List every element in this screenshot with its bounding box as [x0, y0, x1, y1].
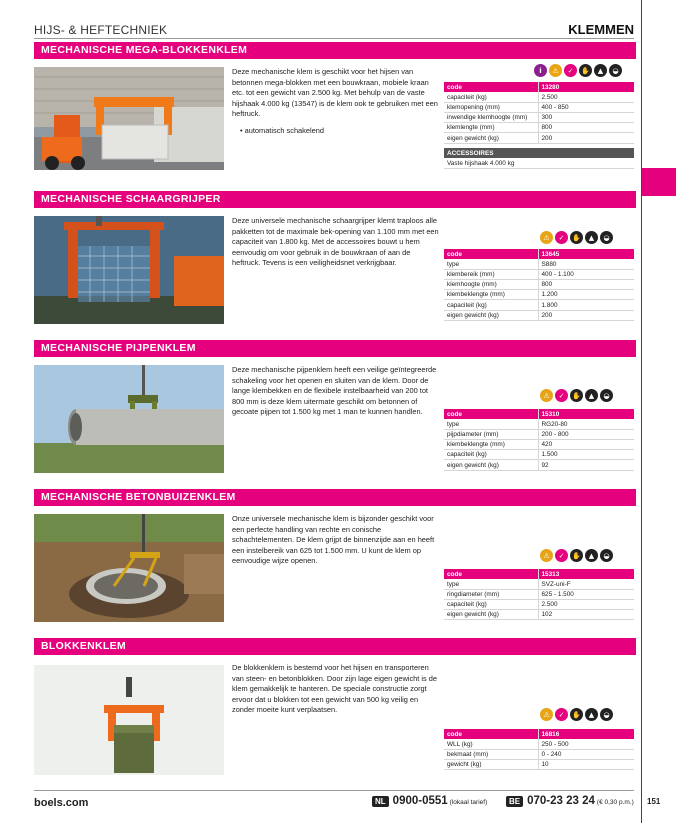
spec-row [444, 460, 634, 470]
gloves-icon: ✋ [570, 549, 583, 562]
boots-icon: ▲ [594, 64, 607, 77]
spec-key: klembereik (mm) [444, 269, 538, 279]
boots-icon: ▲ [585, 708, 598, 721]
spec-value: 2.500 [538, 600, 634, 610]
spec-key: capaciteit (kg) [444, 300, 538, 310]
accessory-item: Vaste hijshaak 4.000 kg [444, 158, 634, 168]
spec-row [444, 269, 634, 279]
product-description: De blokkenklem is bestemd voor het hijsen en transporteren van steen- en betonblokken. Door zijn lage eigen gewicht is de klem gemakkelijk te hanteren. De speciale constructie zorgt ervoor dat u blokken tot een gewicht van 500 kg veilig en zonder moeite kunt verplaatsen. [232, 663, 438, 715]
spec-header-row [444, 409, 634, 419]
spec-key: ringdiameter (mm) [444, 589, 538, 599]
product-schaargrijper [34, 191, 636, 319]
spec-key: inwendige klemhoogte (mm) [444, 113, 538, 123]
description-text: Deze mechanische klem is geschikt voor het hijsen van betonnen mega-blokken met een bouwkraan, mobiele kraan etc. tot een gewicht van 2.500 kg. Met behulp van de vaste hijshaak 4.000 kg (13547) is de klem ook te gebruiken met een heftruck. [232, 67, 438, 119]
spec-key: capaciteit (kg) [444, 92, 538, 102]
code-value: 16816 [538, 729, 634, 739]
helmet-icon: ◒ [600, 708, 613, 721]
spec-header-row [444, 569, 634, 579]
spec-value: 300 [538, 113, 634, 123]
spec-row [444, 310, 634, 320]
spec-table [444, 82, 634, 169]
code-label: code [444, 249, 538, 259]
spec-row [444, 579, 634, 589]
country-badge: NL [372, 796, 389, 807]
spec-value: RG20-80 [538, 419, 634, 429]
spec-row [444, 259, 634, 269]
spec-key: eigen gewicht (kg) [444, 610, 538, 620]
product-photo [34, 365, 224, 473]
product-photo [34, 67, 224, 170]
spec-key: klembeklengte (mm) [444, 290, 538, 300]
spec-key: eigen gewicht (kg) [444, 460, 538, 470]
spec-value: 1.800 [538, 300, 634, 310]
product-description: Deze mechanische pijpenklem heeft een veilige geïntegreerde schakeling voor het openen en sluiten van de klem. Door de lange klembekken en de flexibele instelbaarheid van 200 tot 800 mm is deze klem uitermate geschikt om betonnen of gecoate pijpen tot 1.500 kg met 1 man te kunnen handlen. [232, 365, 437, 417]
country-badge: BE [506, 796, 523, 807]
spec-table [444, 409, 634, 471]
code-label: code [444, 409, 538, 419]
product-title: MECHANISCHE SCHAARGRIJPER [34, 191, 636, 208]
product-blokkenklem [34, 638, 636, 769]
feature-item: • automatisch schakelend [240, 126, 440, 137]
spec-row [444, 600, 634, 610]
spec-value: 200 [538, 310, 634, 320]
spec-value: 0 - 240 [538, 749, 634, 759]
spec-value: 2.500 [538, 92, 634, 102]
spec-row [444, 429, 634, 439]
certified-icon: ✓ [555, 389, 568, 402]
product-title: MECHANISCHE PIJPENKLEM [34, 340, 636, 357]
certified-icon: ✓ [555, 549, 568, 562]
phone-nl[interactable] [372, 795, 487, 807]
spec-row [444, 589, 634, 599]
gloves-icon: ✋ [570, 708, 583, 721]
phone-number: 070-23 23 24 [527, 795, 595, 807]
lifting-icon: ⚠ [540, 708, 553, 721]
spec-row [444, 440, 634, 450]
spec-key: eigen gewicht (kg) [444, 310, 538, 320]
phone-note: (lokaal tarief) [449, 799, 488, 806]
spec-header-row [444, 249, 634, 259]
spec-key: type [444, 259, 538, 269]
code-label: code [444, 569, 538, 579]
safety-icons [534, 64, 622, 77]
spec-row [444, 300, 634, 310]
helmet-icon: ◒ [609, 64, 622, 77]
spec-value: 200 [538, 133, 634, 143]
website-link[interactable]: boels.com [34, 797, 89, 809]
footer-rule [34, 790, 634, 791]
product-description [232, 67, 440, 137]
spec-key: eigen gewicht (kg) [444, 133, 538, 143]
product-description: Onze universele mechanische klem is bijzonder geschikt voor een perfecte handling van rechte en conische schachtelementen. De klem grijpt de binnenzijde aan en heeft een instelbereik van 625 tot 1.500 mm. U kunt de klem op eenvoudige wijze openen. [232, 514, 435, 566]
spec-key: gewicht (kg) [444, 760, 538, 770]
spec-key: capaciteit (kg) [444, 600, 538, 610]
spec-value: 200 - 800 [538, 429, 634, 439]
certified-icon: ✓ [555, 231, 568, 244]
spec-row [444, 280, 634, 290]
code-value: 13645 [538, 249, 634, 259]
spec-table [444, 249, 634, 321]
spec-row [444, 749, 634, 759]
spec-row [444, 113, 634, 123]
product-mega-blokkenklem [34, 42, 636, 167]
safety-icons [540, 389, 613, 402]
code-value: 13280 [538, 82, 634, 92]
accessories-header [444, 148, 634, 158]
boots-icon: ▲ [585, 389, 598, 402]
page-number: 151 [647, 797, 661, 806]
spec-key: capaciteit (kg) [444, 450, 538, 460]
product-photo [34, 665, 224, 775]
phone-note: (€ 0,30 p.m.) [596, 799, 634, 806]
section-label: KLEMMEN [568, 22, 634, 37]
gloves-icon: ✋ [570, 231, 583, 244]
spec-value: 420 [538, 440, 634, 450]
spec-row [444, 290, 634, 300]
boots-icon: ▲ [585, 231, 598, 244]
spec-key: klemhoogte (mm) [444, 280, 538, 290]
product-title: BLOKKENKLEM [34, 638, 636, 655]
lifting-icon: ⚠ [540, 389, 553, 402]
spec-value: SVZ-uni-F [538, 579, 634, 589]
info-icon: i [534, 64, 547, 77]
spec-row [444, 760, 634, 770]
certified-icon: ✓ [555, 708, 568, 721]
spec-table [444, 729, 634, 770]
product-title: MECHANISCHE MEGA-BLOKKENKLEM [34, 42, 636, 59]
spec-row [444, 739, 634, 749]
chapter-tab [642, 168, 676, 196]
safety-icons [540, 231, 613, 244]
product-title: MECHANISCHE BETONBUIZENKLEM [34, 489, 636, 506]
spec-row [444, 123, 634, 133]
product-betonbuizenklem [34, 489, 636, 619]
spec-value: 1.500 [538, 450, 634, 460]
gloves-icon: ✋ [570, 389, 583, 402]
phone-number: 0900-0551 [392, 795, 448, 807]
helmet-icon: ◒ [600, 549, 613, 562]
page-header [34, 22, 634, 42]
header-rule [34, 38, 634, 39]
spec-value: 102 [538, 610, 634, 620]
phone-be[interactable] [506, 795, 634, 807]
spec-key: pijpdiameter (mm) [444, 429, 538, 439]
helmet-icon: ◒ [600, 389, 613, 402]
safety-icons [540, 549, 613, 562]
spec-value: 800 [538, 123, 634, 133]
boots-icon: ▲ [585, 549, 598, 562]
spec-value: S880 [538, 259, 634, 269]
code-value: 15310 [538, 409, 634, 419]
spec-key: klemlengte (mm) [444, 123, 538, 133]
helmet-icon: ◒ [600, 231, 613, 244]
spec-header-row [444, 729, 634, 739]
spec-key: type [444, 579, 538, 589]
spec-key: WLL (kg) [444, 739, 538, 749]
spec-header-row [444, 82, 634, 92]
category-label: HIJS- & HEFTECHNIEK [34, 23, 168, 37]
spec-value: 625 - 1.500 [538, 589, 634, 599]
certified-icon: ✓ [564, 64, 577, 77]
gloves-icon: ✋ [579, 64, 592, 77]
spec-value: 1.200 [538, 290, 634, 300]
spec-row [444, 92, 634, 102]
spec-row [444, 102, 634, 112]
spec-row [444, 133, 634, 143]
spec-value: 400 - 1.100 [538, 269, 634, 279]
code-value: 15313 [538, 569, 634, 579]
spec-value: 400 - 850 [538, 102, 634, 112]
spec-key: bekmaat (mm) [444, 749, 538, 759]
code-label: code [444, 729, 538, 739]
spec-key: klemopening (mm) [444, 102, 538, 112]
spec-table [444, 569, 634, 620]
spec-key: klembeklengte (mm) [444, 440, 538, 450]
page-edge-line [641, 0, 642, 823]
code-label: code [444, 82, 538, 92]
accessories-label: ACCESSOIRES [444, 148, 634, 158]
accessory-row [444, 158, 634, 168]
safety-icons [540, 708, 613, 721]
lifting-icon: ⚠ [540, 231, 553, 244]
spec-key: type [444, 419, 538, 429]
spec-row [444, 610, 634, 620]
product-description: Deze universele mechanische schaargrijper klemt traploos alle pakketten tot de maximale bek-opening van 1.100 mm met een capaciteit van 1.800 kg. Met de accessoires bouwt u hem eenvoudig om voor gebruik in de bouwkraan of aan de heftruck. Tevens is een veiligheidsnet verkrijgbaar. [232, 216, 439, 268]
lifting-icon: ⚠ [549, 64, 562, 77]
spec-value: 92 [538, 460, 634, 470]
spec-value: 10 [538, 760, 634, 770]
product-photo [34, 216, 224, 324]
product-pijpenklem [34, 340, 636, 469]
spec-row [444, 419, 634, 429]
lifting-icon: ⚠ [540, 549, 553, 562]
spec-value: 800 [538, 280, 634, 290]
spec-value: 250 - 500 [538, 739, 634, 749]
feature-list [232, 126, 440, 137]
spec-row [444, 450, 634, 460]
product-photo [34, 514, 224, 622]
